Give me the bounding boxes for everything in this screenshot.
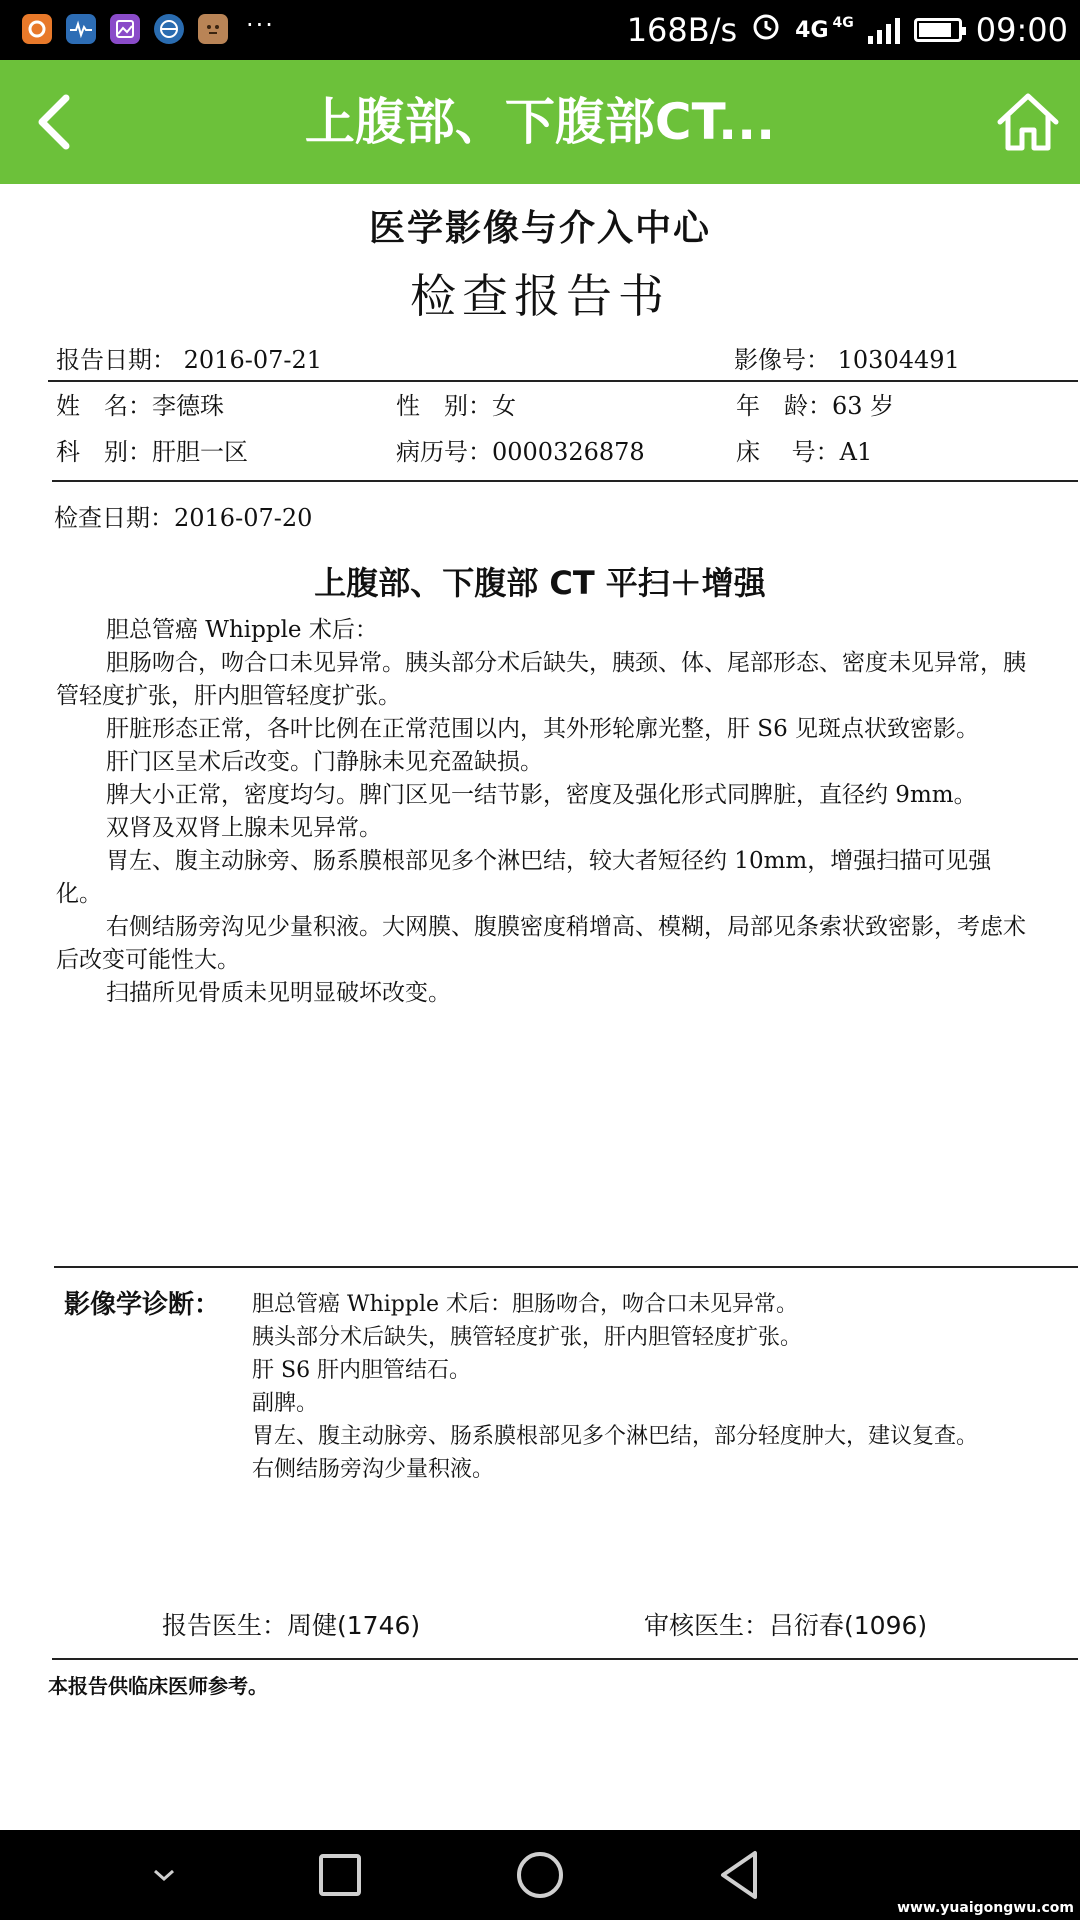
finding-line: 右侧结肠旁沟见少量积液。大网膜、腹膜密度稍增高、模糊，局部见条索状致密影，考虑术后改变可能性大。 [56,914,1026,973]
home-button[interactable] [994,88,1062,154]
home-icon [994,88,1062,154]
report-date-label: 报告日期： [56,346,176,374]
dept-label: 科 别： [56,438,152,466]
patient-name: 李德珠 [152,392,224,420]
exam-date-label: 检查日期： [54,504,174,532]
diagnosis-line: 胰头部分术后缺失，胰管轻度扩张，肝内胆管轻度扩张。 [252,1325,803,1350]
department: 肝胆一区 [152,438,248,466]
diagnosis-line: 肝 S6 肝内胆管结石。 [252,1358,472,1383]
collapse-button[interactable] [114,1830,214,1920]
review-doctor-label: 审核医生： [644,1611,770,1640]
sex-label: 性 别： [396,392,492,420]
divider [48,380,1078,382]
review-doctor-name: 吕衍春(1096) [769,1611,928,1640]
report-date-row [56,340,322,375]
diagnosis-line: 副脾。 [252,1391,319,1416]
exam-date-row [54,498,312,533]
page-title: 上腹部、下腹部CT... [304,93,776,151]
record-no: 0000326878 [492,438,645,466]
uc-browser-icon [22,14,52,44]
diagnosis-line: 胃左、腹主动脉旁、肠系膜根部见多个淋巴结，部分轻度肿大，建议复查。 [252,1424,979,1449]
net-speed: 168B/s [626,11,738,49]
watermark: www.yuaigongwu.com [897,1900,1074,1916]
age-row [736,386,894,421]
signal-icon [868,16,900,44]
back-nav-button[interactable] [690,1830,790,1920]
diagnosis-line: 右侧结肠旁沟少量积液。 [252,1457,495,1482]
divider [54,1266,1078,1268]
diagnosis-line: 胆总管癌 Whipple 术后：胆肠吻合，吻合口未见异常。 [252,1292,799,1317]
record-no-label: 病历号： [396,438,492,466]
home-nav-button[interactable] [490,1830,590,1920]
bed-no: A1 [839,438,873,466]
report-date: 2016-07-21 [183,346,323,374]
home-circle-icon [514,1849,566,1901]
bed-label: 床 号： [736,438,840,466]
divider [52,480,1078,482]
browser-icon [154,14,184,44]
report-document [0,184,1080,1830]
finding-line: 双肾及双肾上腺未见异常。 [106,815,382,841]
chevron-left-icon [30,92,80,152]
diagnosis-label: 影像学诊断： [64,1290,221,1320]
exam-date: 2016-07-20 [174,504,313,532]
findings [56,614,1036,1010]
clock: 09:00 [975,11,1068,49]
recents-icon [317,1852,363,1898]
image-no: 10304491 [837,346,960,374]
finding-line: 肝门区呈术后改变。门静脉未见充盈缺损。 [106,749,543,775]
bed-row [736,432,872,467]
report-doctor-name: 周健(1746) [287,1611,421,1640]
record-no-row [396,432,645,467]
health-icon [66,14,96,44]
patient-sex: 女 [492,392,516,420]
back-triangle-icon [717,1849,763,1901]
disclaimer-note: 本报告供临床医师参考。 [48,1674,268,1698]
review-doctor [644,1606,927,1642]
diagnosis [252,1288,978,1486]
alarm-icon [751,11,781,49]
more-notifications: ··· [246,11,275,39]
document-title: 检查报告书 [410,269,670,323]
image-no-row [734,340,960,375]
sex-row [396,386,516,421]
report-doctor [162,1606,420,1642]
finding-line: 扫描所见骨质未见明显破坏改变。 [106,980,451,1006]
recents-button[interactable] [290,1830,390,1920]
finding-line: 肝脏形态正常，各叶比例在正常范围以内，其外形轮廓光整，肝 S6 见斑点状致密影。 [106,716,980,742]
network-type-1: 4G [795,17,829,43]
name-label: 姓 名： [56,392,152,420]
notification-icons [22,11,275,44]
battery-icon [914,18,962,42]
divider [52,1658,1078,1660]
org-name: 医学影像与介入中心 [368,208,711,249]
patient-name-row [56,386,224,421]
navigation-bar [0,1830,1080,1920]
status-bar [0,0,1080,60]
finding-line: 胆总管癌 Whipple 术后： [106,617,378,643]
title-bar [0,60,1080,184]
finding-line: 胆肠吻合，吻合口未见异常。胰头部分术后缺失，胰颈、体、尾部形态、密度未见异常，胰管轻度扩张，肝内胆管轻度扩张。 [56,650,1026,709]
back-button[interactable] [30,92,80,152]
image-no-label: 影像号： [734,346,830,374]
report-doctor-label: 报告医生： [162,1611,288,1640]
patient-age: 63 岁 [832,392,895,420]
network-type-2: 4G [832,15,854,31]
collapse-icon [149,1865,179,1885]
finding-line: 胃左、腹主动脉旁、肠系膜根部见多个淋巴结，较大者短径约 10mm，增强扫描可见强化。 [56,848,992,907]
exam-title: 上腹部、下腹部 CT 平扫＋增强 [314,564,766,602]
dept-row [56,432,248,467]
gallery-icon [110,14,140,44]
finding-line: 脾大小正常，密度均匀。脾门区见一结节影，密度及强化形式同脾脏，直径约 9mm。 [106,782,977,808]
age-label: 年 龄： [736,392,832,420]
bear-app-icon [198,14,228,44]
